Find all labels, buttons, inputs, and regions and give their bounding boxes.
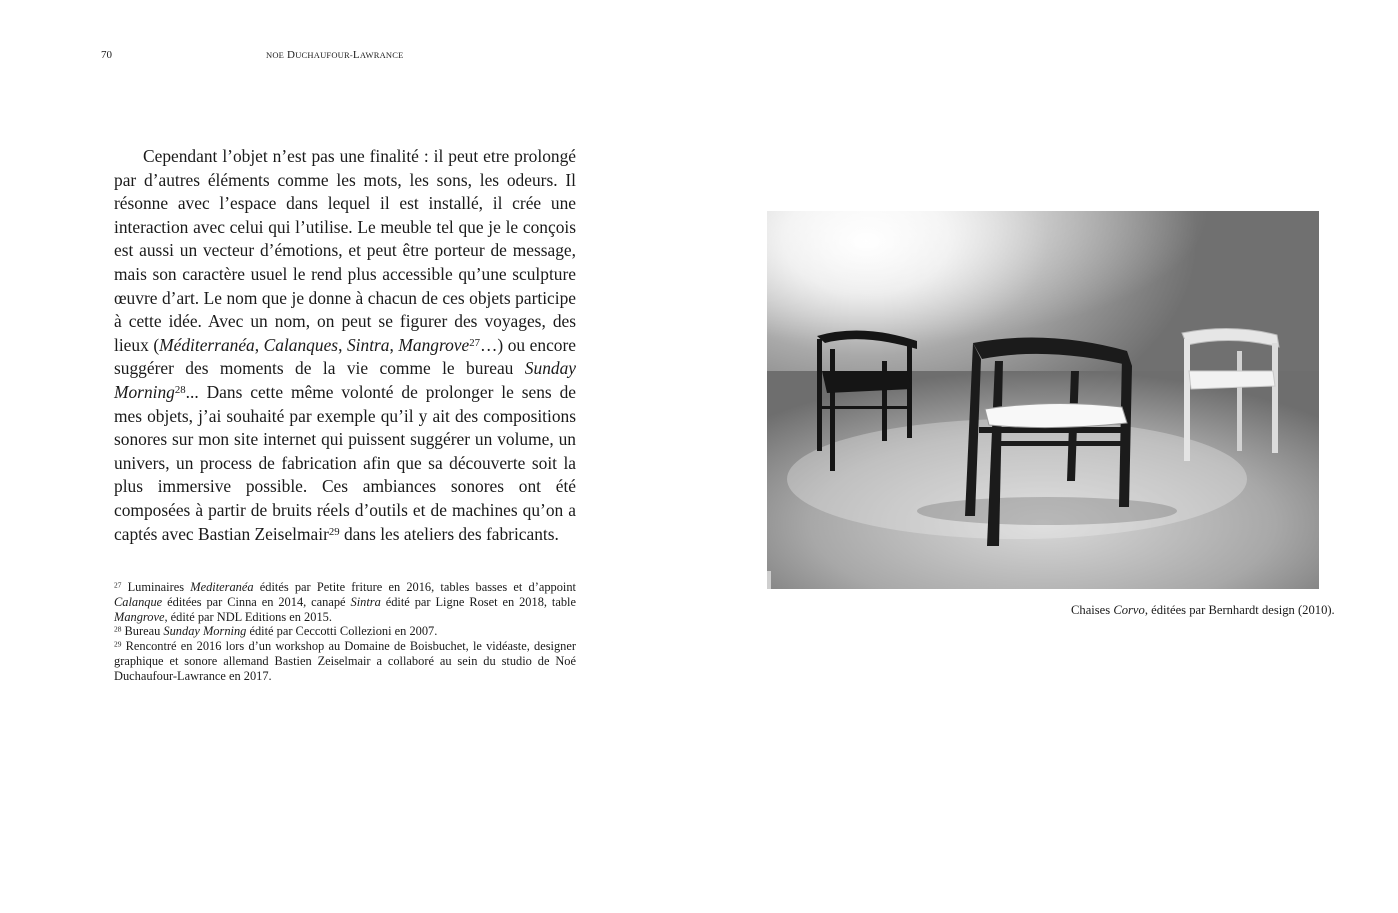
footnote-ref-28: 28 bbox=[174, 384, 186, 397]
page-number: 70 bbox=[101, 49, 112, 61]
figure-caption: Chaises Corvo, éditées par Bernhardt design (2010). bbox=[1071, 603, 1335, 617]
footnote-ref-29: 29 bbox=[328, 525, 340, 538]
chairs-photo bbox=[767, 211, 1319, 589]
footnote-ref-27: 27 bbox=[469, 336, 480, 349]
running-head: NOE DUCHAUFOUR-LAWRANCE bbox=[266, 49, 404, 61]
footnotes bbox=[114, 580, 576, 684]
footnote-27: $^{27}$ Luminaires Mediteranéa édités par Petite friture en 2016, tables basses et d’appoint Calanque éditées par Cinna en 2014, canapé Sintra édité par Ligne Roset en 2018, table Mangrove, édité par NDL Editions en 2015. bbox=[114, 580, 576, 624]
footnote-29: $^{29}$ Rencontré en 2016 lors d’un workshop au Domaine de Boisbuchet, le vidéaste, designer graphique et sonore allemand Bastien Zeiselmair a collaboré au sein du studio de Noé Duchaufour-Lawrance en 2017. bbox=[114, 639, 576, 683]
body-paragraph: Cependant l’objet n’est pas une finalité : il peut etre prolongé par d’autres éléments comme les mots, les sons, les odeurs. Il résonne avec l’espace dans lequel il est installé, il crée une interaction avec celui qui l’utilise. Le meuble tel que je le conçois est aussi un vecteur d’émotions, et peut être porteur de message, mais son caractère usuel le rend plus accessible qu’une sculpture œuvre d’art. Le nom que je donne à chacun de ces objets participe à cette idée. Avec un nom, on peut se figurer des voyages, des lieux (Méditerranéa, Calanques, Sintra, Mangrove$^{27}$…) ou encore suggérer des moments de la vie comme le bureau Sunday Morning$^{28}$... Dans cette même volonté de prolonger le sens de mes objets, j’ai souhaité par exemple qu’il y ait des compositions sonores sur mon site internet qui puissent suggérer un volume, un univers, un process de fabrication afin que sa découverte soit la plus immersive possible. Ces ambiances sonores ont été composées à partir de bruits réels d’outils et de machines qu’on a captés avec Bastian Zeiselmair$^{29}$ dans les ateliers des fabricants. bbox=[114, 146, 577, 544]
footnote-28: $^{28}$ Bureau Sunday Morning édité par Ceccotti Collezioni en 2007. bbox=[114, 624, 438, 639]
